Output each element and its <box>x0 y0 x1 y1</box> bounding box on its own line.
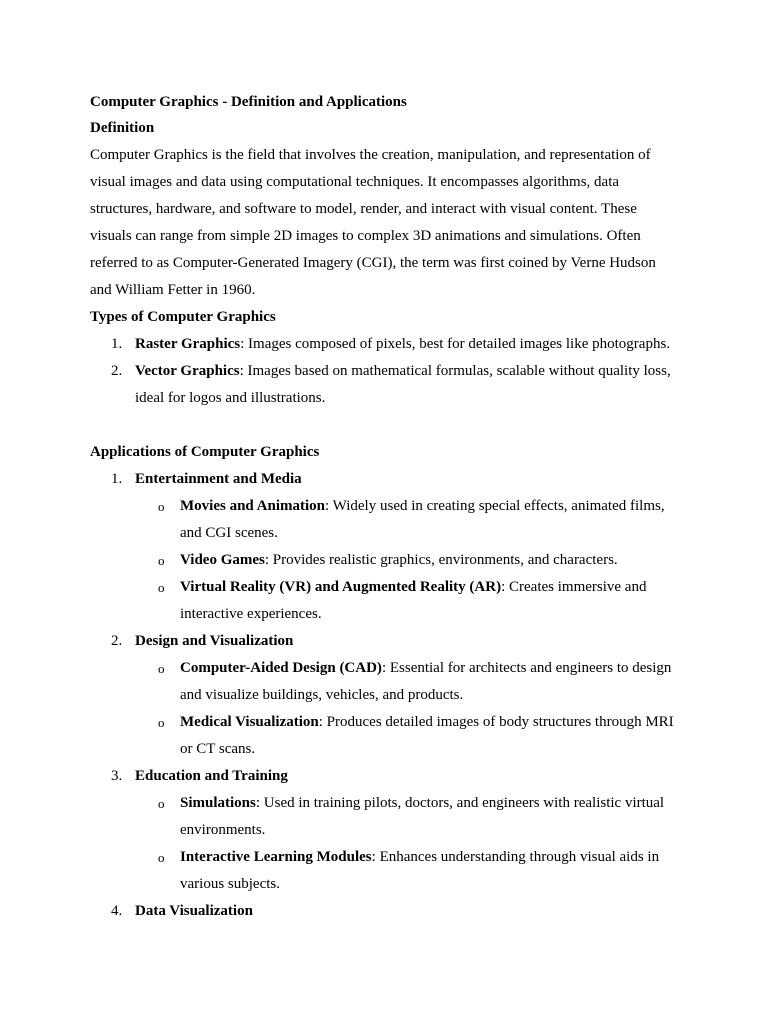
definition-line: structures, hardware, and software to model, render, and interact with visual content. These <box>90 201 637 217</box>
category-title: Education and Training <box>135 768 288 784</box>
sub-item-vr-ar-continuation: interactive experiences. <box>180 606 322 622</box>
types-list-item-raster <box>90 331 690 358</box>
circle-bullet-icon: o <box>158 850 165 865</box>
document-page <box>90 89 690 925</box>
definition-line: and William Fetter in 1960. <box>90 282 256 298</box>
definition-line: Computer Graphics is the field that involves the creation, manipulation, and representation of <box>90 147 651 163</box>
list-number: 2. <box>111 363 123 379</box>
sub-item-vr-ar <box>90 574 690 601</box>
list-number: 4. <box>111 903 123 919</box>
list-number: 1. <box>111 471 123 487</box>
list-number: 1. <box>111 336 123 352</box>
sub-item-medical-continuation: or CT scans. <box>180 741 256 757</box>
sub-item-term: Interactive Learning Modules <box>180 849 372 865</box>
sub-item-term: Computer-Aided Design (CAD) <box>180 660 382 676</box>
sub-item-movies <box>90 493 690 520</box>
sub-item-term: Medical Visualization <box>180 714 319 730</box>
applications-heading: Applications of Computer Graphics <box>90 444 320 460</box>
circle-bullet-icon: o <box>158 796 165 811</box>
sub-item-text: : Produces detailed images of body structures through MRI <box>318 714 674 730</box>
sub-item-text: : Used in training pilots, doctors, and engineers with realistic virtual <box>255 795 665 811</box>
list-text: : Images based on mathematical formulas, scalable without quality loss, <box>239 363 671 379</box>
circle-bullet-icon: o <box>158 661 165 676</box>
circle-bullet-icon: o <box>158 580 165 595</box>
spacer <box>90 412 690 439</box>
definition-line: visuals can range from simple 2D images to complex 3D animations and simulations. Often <box>90 228 641 244</box>
category-title: Entertainment and Media <box>135 471 302 487</box>
list-term: Vector Graphics <box>135 363 240 379</box>
sub-item-movies-continuation: and CGI scenes. <box>180 525 278 541</box>
application-category-entertainment <box>90 466 690 493</box>
sub-item-term: Simulations <box>180 795 256 811</box>
sub-item-text: : Enhances understanding through visual aids in <box>371 849 660 865</box>
list-text: : Images composed of pixels, best for detailed images like photographs. <box>240 336 671 352</box>
circle-bullet-icon: o <box>158 499 165 514</box>
sub-item-medical <box>90 709 690 736</box>
sub-item-term: Virtual Reality (VR) and Augmented Reality (AR) <box>180 579 502 595</box>
application-category-design <box>90 628 690 655</box>
circle-bullet-icon: o <box>158 553 165 568</box>
sub-item-term: Movies and Animation <box>180 498 326 514</box>
list-number: 2. <box>111 633 123 649</box>
sub-item-simulations-continuation: environments. <box>180 822 266 838</box>
types-list <box>90 331 690 412</box>
list-term: Raster Graphics <box>135 336 241 352</box>
sub-item-video-games <box>90 547 690 574</box>
applications-list <box>90 466 690 925</box>
definition-heading: Definition <box>90 120 155 136</box>
category-title: Data Visualization <box>135 903 253 919</box>
sub-item-text: : Widely used in creating special effects, animated films, <box>325 498 665 514</box>
sub-item-cad <box>90 655 690 682</box>
application-category-education <box>90 763 690 790</box>
sub-item-learning-modules <box>90 844 690 871</box>
sub-item-text: : Provides realistic graphics, environments, and characters. <box>264 552 618 568</box>
document-title: Computer Graphics - Definition and Applications <box>90 94 407 110</box>
types-heading: Types of Computer Graphics <box>90 309 276 325</box>
list-number: 3. <box>111 768 123 784</box>
sub-item-learning-modules-continuation: various subjects. <box>180 876 280 892</box>
types-list-item-vector <box>90 358 690 385</box>
sub-item-simulations <box>90 790 690 817</box>
definition-line: visual images and data using computational techniques. It encompasses algorithms, data <box>90 174 620 190</box>
sub-item-text: : Creates immersive and <box>501 579 647 595</box>
list-continuation: ideal for logos and illustrations. <box>135 390 326 406</box>
sub-item-text: : Essential for architects and engineers to design <box>381 660 672 676</box>
definition-paragraph <box>90 142 690 304</box>
application-category-data-visualization <box>90 898 690 925</box>
category-title: Design and Visualization <box>135 633 294 649</box>
circle-bullet-icon: o <box>158 715 165 730</box>
types-list-item-vector-continuation <box>90 385 690 412</box>
sub-item-cad-continuation: and visualize buildings, vehicles, and products. <box>180 687 464 703</box>
sub-item-term: Video Games <box>180 552 265 568</box>
definition-line: referred to as Computer-Generated Imagery (CGI), the term was first coined by Verne Hudson <box>90 255 656 271</box>
